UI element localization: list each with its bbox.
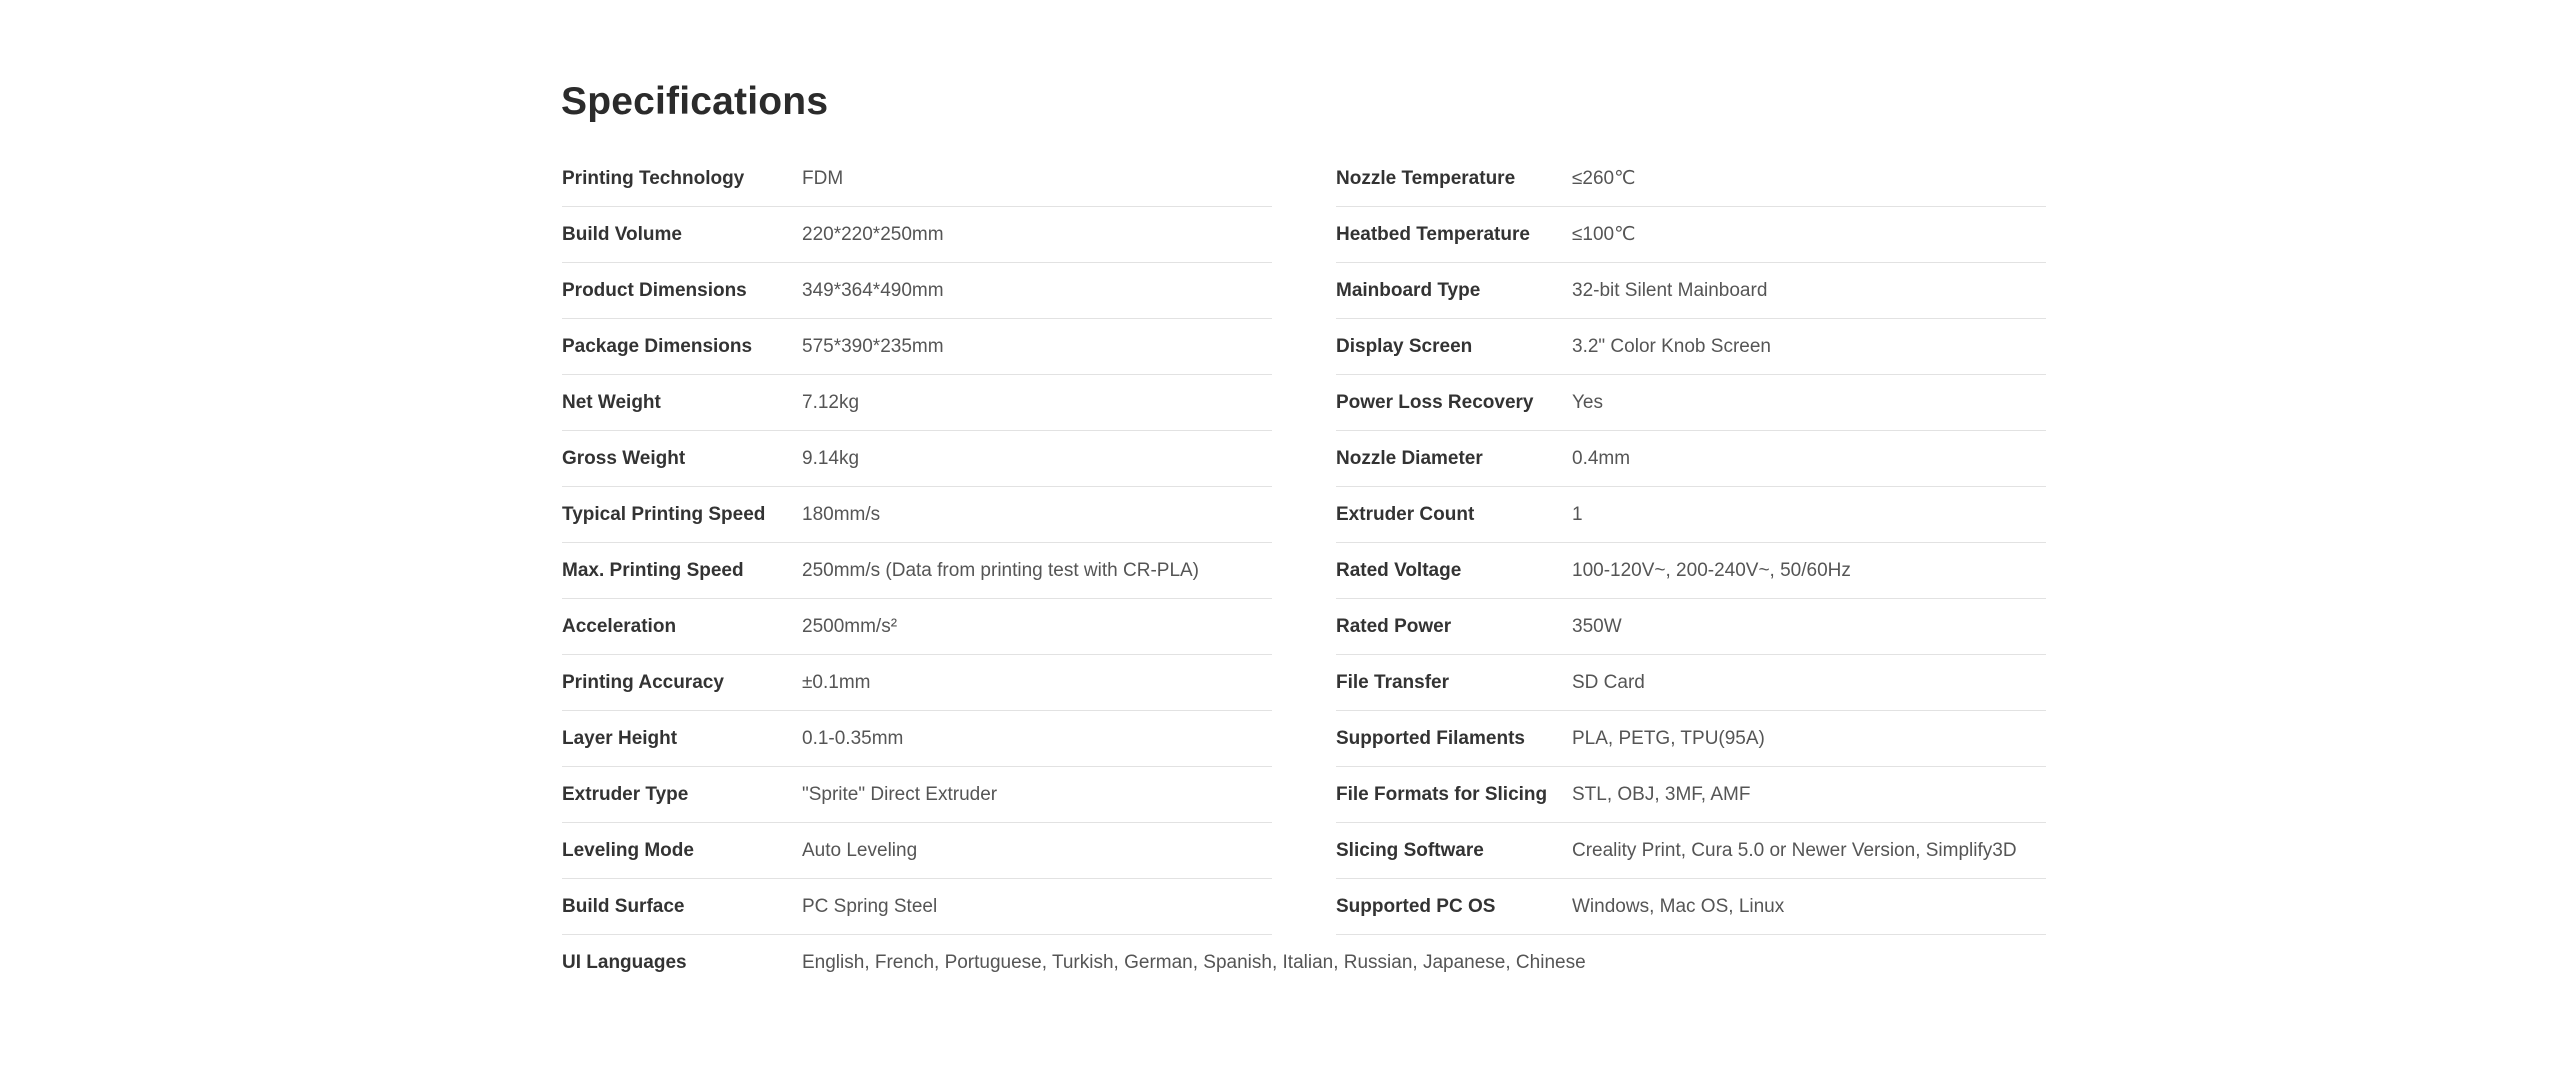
spec-row	[562, 319, 1272, 375]
spec-value: FDM	[802, 167, 844, 189]
spec-row	[562, 935, 2012, 991]
spec-value: 100-120V~, 200-240V~, 50/60Hz	[1572, 559, 1851, 581]
spec-value: 1	[1572, 503, 1583, 525]
spec-row	[1336, 879, 2046, 935]
spec-label: Typical Printing Speed	[562, 503, 766, 525]
spec-row	[562, 543, 1272, 599]
spec-row	[1336, 431, 2046, 487]
spec-label: Mainboard Type	[1336, 279, 1481, 301]
spec-row	[562, 655, 1272, 711]
spec-row	[1336, 151, 2046, 207]
spec-row	[1336, 207, 2046, 263]
spec-row	[1336, 375, 2046, 431]
spec-value: 349*364*490mm	[802, 279, 944, 301]
specs-right-column	[1336, 151, 2046, 935]
ui-languages-row	[562, 935, 2012, 991]
spec-row	[1336, 823, 2046, 879]
spec-value: "Sprite" Direct Extruder	[802, 783, 998, 805]
spec-value: English, French, Portuguese, Turkish, German, Spanish, Italian, Russian, Japanese, Chinese	[802, 952, 1586, 973]
spec-row	[562, 487, 1272, 543]
spec-value: STL, OBJ, 3MF, AMF	[1572, 783, 1751, 805]
spec-row	[562, 151, 1272, 207]
spec-row	[562, 823, 1272, 879]
spec-value: SD Card	[1572, 671, 1645, 693]
spec-label: Max. Printing Speed	[562, 559, 744, 581]
spec-label: File Formats for Slicing	[1336, 783, 1548, 805]
spec-value: 180mm/s	[802, 503, 881, 525]
spec-row	[562, 375, 1272, 431]
spec-row	[1336, 599, 2046, 655]
spec-label: Slicing Software	[1336, 839, 1484, 861]
spec-row	[1336, 711, 2046, 767]
spec-label: Supported Filaments	[1336, 727, 1525, 749]
spec-label: Net Weight	[562, 391, 661, 413]
spec-label: Nozzle Temperature	[1336, 167, 1516, 189]
page-title: Specifications	[561, 80, 829, 123]
spec-label: Rated Voltage	[1336, 559, 1462, 581]
spec-value: 220*220*250mm	[802, 223, 944, 245]
spec-label: Heatbed Temperature	[1336, 223, 1530, 245]
spec-row	[562, 879, 1272, 935]
spec-value: 9.14kg	[802, 447, 860, 469]
spec-value: 0.1-0.35mm	[802, 727, 904, 749]
spec-label: Gross Weight	[562, 447, 686, 469]
spec-value: 0.4mm	[1572, 447, 1631, 469]
spec-label: Power Loss Recovery	[1336, 391, 1534, 413]
spec-value: 3.2" Color Knob Screen	[1572, 335, 1771, 357]
spec-row	[1336, 767, 2046, 823]
spec-label: Supported PC OS	[1336, 895, 1496, 917]
spec-value: 32-bit Silent Mainboard	[1572, 279, 1768, 301]
spec-row	[562, 207, 1272, 263]
spec-label: Rated Power	[1336, 615, 1452, 637]
spec-value: Creality Print, Cura 5.0 or Newer Version, Simplify3D	[1572, 839, 2017, 861]
spec-value: 7.12kg	[802, 391, 860, 413]
spec-label: Package Dimensions	[562, 335, 753, 357]
spec-value: ≤100℃	[1572, 224, 1636, 245]
spec-value: Windows, Mac OS, Linux	[1572, 895, 1785, 917]
spec-row	[1336, 655, 2046, 711]
spec-label: UI Languages	[562, 952, 687, 973]
spec-value: Auto Leveling	[802, 839, 918, 861]
spec-row	[562, 711, 1272, 767]
spec-label: Build Volume	[562, 223, 682, 245]
spec-label: Acceleration	[562, 615, 677, 637]
spec-label: Printing Technology	[562, 167, 745, 189]
spec-value: PLA, PETG, TPU(95A)	[1572, 727, 1765, 749]
spec-row	[1336, 263, 2046, 319]
spec-label: Layer Height	[562, 727, 678, 749]
spec-row	[562, 431, 1272, 487]
spec-value: 250mm/s (Data from printing test with CR-PLA)	[802, 559, 1200, 581]
spec-value: ±0.1mm	[802, 671, 871, 693]
spec-label: Extruder Type	[562, 783, 689, 805]
spec-label: Leveling Mode	[562, 839, 694, 861]
spec-value: 575*390*235mm	[802, 335, 944, 357]
spec-label: File Transfer	[1336, 671, 1449, 693]
spec-label: Build Surface	[562, 895, 685, 917]
specs-left-column	[562, 151, 1272, 935]
spec-label: Printing Accuracy	[562, 671, 724, 693]
spec-row	[1336, 543, 2046, 599]
spec-row	[1336, 319, 2046, 375]
spec-row	[562, 599, 1272, 655]
spec-value: Yes	[1572, 391, 1603, 413]
spec-row	[1336, 487, 2046, 543]
spec-label: Nozzle Diameter	[1336, 447, 1483, 469]
spec-label: Extruder Count	[1336, 503, 1475, 525]
spec-label: Display Screen	[1336, 335, 1473, 357]
spec-value: PC Spring Steel	[802, 895, 938, 917]
spec-value: 2500mm/s²	[802, 615, 898, 637]
spec-label: Product Dimensions	[562, 279, 747, 301]
spec-row	[562, 767, 1272, 823]
spec-value: ≤260℃	[1572, 168, 1636, 189]
spec-value: 350W	[1572, 615, 1622, 637]
spec-row	[562, 263, 1272, 319]
